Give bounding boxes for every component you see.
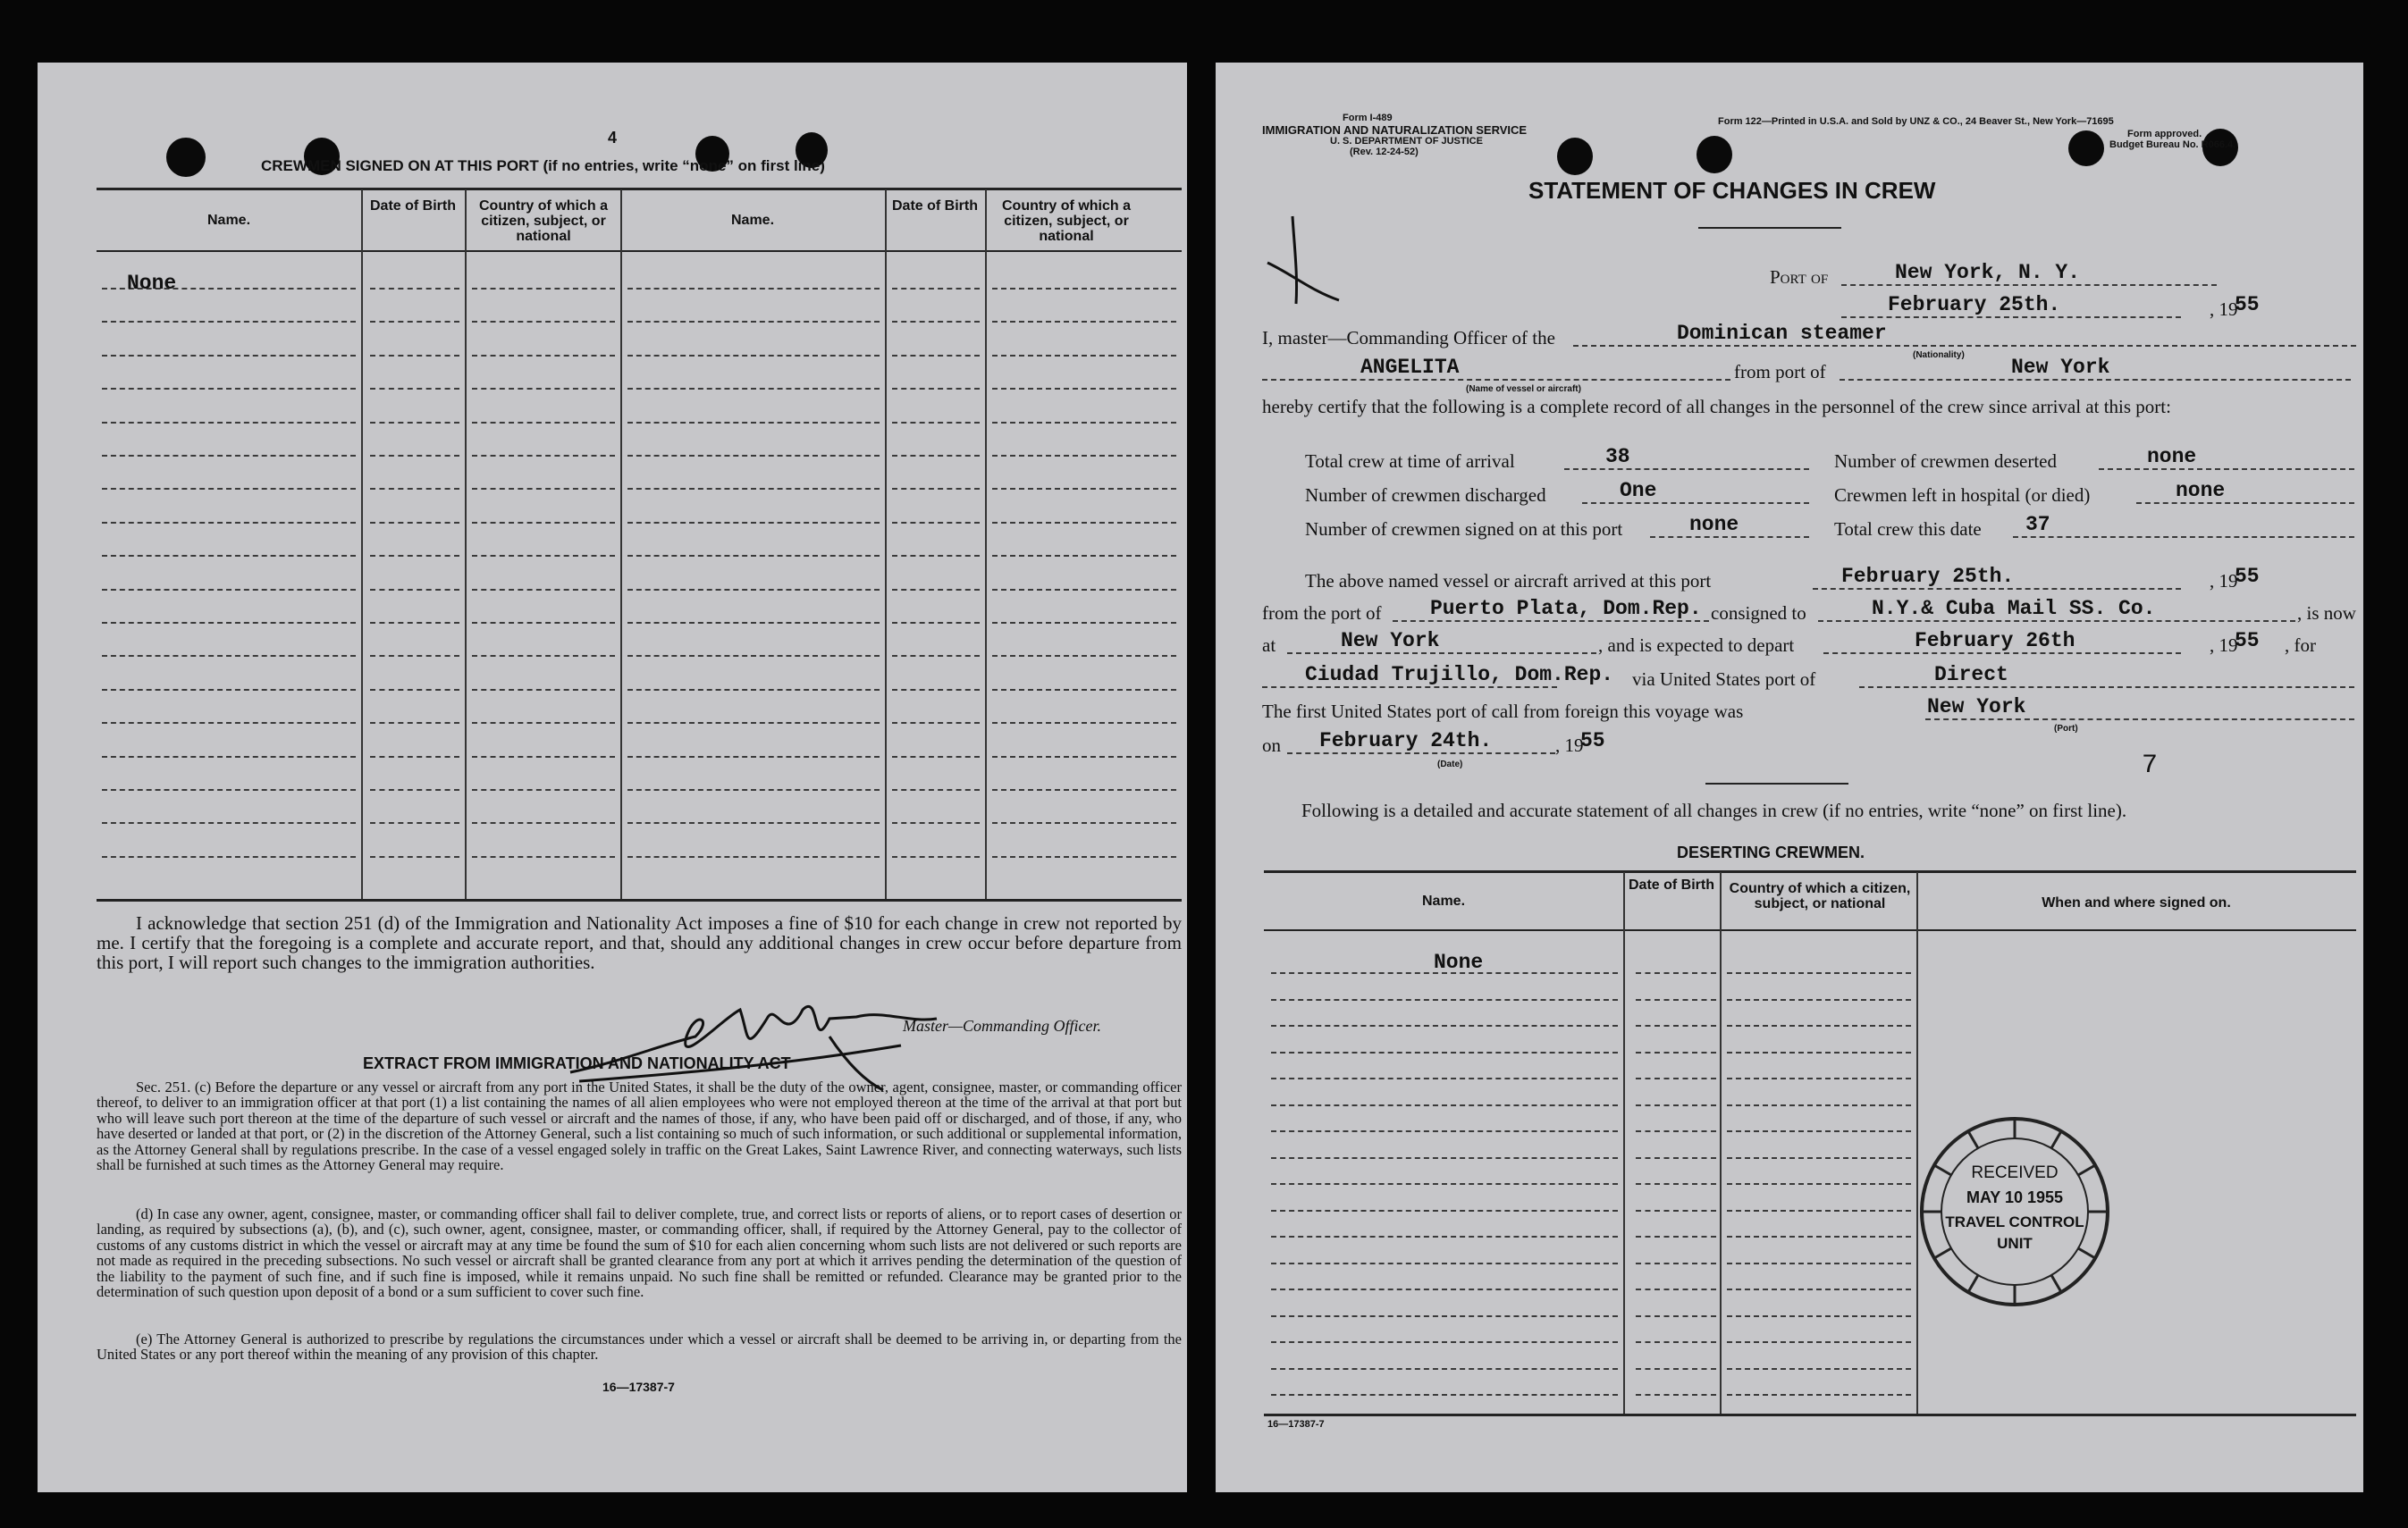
stamp-line1: TRAVEL CONTROL (1945, 1213, 2084, 1230)
table-top-rule (1264, 870, 2356, 873)
col-divider (885, 189, 887, 899)
table-rule-line (992, 722, 1176, 724)
table-bottom-rule (97, 899, 1182, 902)
table-rule-line (102, 689, 356, 691)
table-rule-line (370, 555, 459, 557)
table-rule-line (1636, 1210, 1716, 1212)
date-value: February 25th. (1888, 293, 2061, 316)
table-rule-line (992, 589, 1176, 591)
table-rule-line (892, 856, 980, 858)
table-header-rule (1264, 929, 2356, 931)
table-rule-line (627, 756, 880, 758)
table-rule-line (370, 756, 459, 758)
table-rule-line (1271, 1052, 1618, 1054)
table-rule-line (1727, 1315, 1911, 1317)
table-rule-line (472, 756, 615, 758)
table-rule-line (1727, 1052, 1911, 1054)
destination-line (1262, 686, 1557, 688)
section-251-d: (d) In case any owner, agent, consignee, master, or commanding officer shall fail to deliver complete, true, and correct lists or reports of aliens, or to report cases of desertion or landing, as required by subsections (a), (b), and (c), such owner, agent, consignee, master, or commanding officer, shall, if required by the Attorney General, pay to the collector of customs of any customs district in which the vessel or aircraft may at any time be found the sum of $10 for each alien concerning whom such lists are not delivered or such reports are not made as required in the preceding subsections. No such vessel or aircraft shall be granted clearance from any port at which it arrives pending the determination of the question of the liability to the payment of such fine, and if such fine is imposed, while it remains unpaid. No such fine shall be remitted or refunded. Clearance may be granted prior to the determination of such question upon deposit of a bond or a sum sufficient to cover such fine. (97, 1205, 1182, 1301)
via-value: Direct (1934, 663, 2008, 686)
table-rule-line (992, 689, 1176, 691)
title-underline (1698, 227, 1841, 229)
arrived-year-prefix: , 19 (2210, 570, 2238, 592)
table-rule-line (472, 422, 615, 424)
hospital-label: Crewmen left in hospital (or died) (1834, 484, 2091, 506)
table-rule-line (472, 388, 615, 390)
table-rule-line (992, 822, 1176, 824)
port-of-value: New York, N. Y. (1895, 261, 2081, 284)
total-arrival-label: Total crew at time of arrival (1305, 450, 1515, 472)
table-rule-line (992, 856, 1176, 858)
table-rule-line (992, 388, 1176, 390)
department-name: U. S. DEPARTMENT OF JUSTICE (1330, 136, 1483, 147)
deserted-line (2099, 468, 2354, 470)
received-stamp (1916, 1113, 2113, 1310)
table-rule-line (102, 622, 356, 624)
consigned-value: N.Y.& Cuba Mail SS. Co. (1872, 597, 2156, 620)
table-rule-line (1271, 1368, 1618, 1370)
from-port-of-label: from the port of (1262, 602, 1382, 624)
table-rule-line (370, 822, 459, 824)
table-rule-line (102, 822, 356, 824)
table-rule-line (370, 355, 459, 357)
table-rule-line (472, 321, 615, 323)
table-rule-line (627, 321, 880, 323)
table-rule-line (1271, 1236, 1618, 1238)
col-divider (620, 189, 622, 899)
is-now-label: , is now (2297, 602, 2356, 624)
table-rule-line (1727, 1210, 1911, 1212)
form-number: Form I-489 (1343, 113, 1393, 123)
check-mark (1264, 211, 1344, 309)
table-rule-line (627, 288, 880, 290)
col-header-name: Name. (730, 213, 775, 228)
table-rule-line (1727, 1289, 1911, 1290)
table-rule-line (1636, 1368, 1716, 1370)
total-date-value: 37 (2025, 513, 2050, 536)
col-header-signed-on: When and where signed on. (2042, 895, 2231, 911)
table-rule-line (1636, 1289, 1716, 1290)
table-rule-line (472, 555, 615, 557)
table-rule-line (1271, 1183, 1618, 1185)
budget-number: Budget Bureau No. R066.4. (2109, 139, 2236, 150)
table-rule-line (1636, 1263, 1716, 1264)
discharged-value: One (1620, 479, 1657, 502)
arrived-value: February 25th. (1841, 565, 2015, 588)
table-rule-line (1727, 1341, 1911, 1343)
depart-value: February 26th (1915, 629, 2075, 652)
total-arrival-line (1564, 468, 1809, 470)
discharged-line (1582, 502, 1809, 504)
table-rule-line (1271, 1315, 1618, 1317)
table-rule-line (102, 388, 356, 390)
at-line (1287, 652, 1596, 654)
table-rule-line (992, 555, 1176, 557)
from-port-value: New York (2011, 356, 2110, 379)
vessel-caption: (Name of vessel or aircraft) (1466, 384, 1581, 394)
table-rule-line (1636, 972, 1716, 974)
signed-on-label: Number of crewmen signed on at this port (1305, 518, 1623, 540)
table-rule-line (627, 355, 880, 357)
printer-line: Form 122—Printed in U.S.A. and Sold by UNZ & CO., 24 Beaver St., New York—71695 (1718, 116, 2114, 127)
table-rule-line (102, 789, 356, 791)
table-rule-line (627, 622, 880, 624)
table-rule-line (992, 756, 1176, 758)
budget-approval: Form approved. (2127, 129, 2202, 139)
col-header-dob: Date of Birth (1629, 877, 1714, 893)
table-rule-line (1636, 1394, 1716, 1396)
date-caption: (Date) (1437, 760, 1463, 769)
table-rule-line (992, 522, 1176, 524)
on-line (1287, 752, 1555, 754)
crew-entry-none: None (127, 272, 177, 295)
first-port-line (1925, 718, 2354, 720)
table-rule-line (472, 288, 615, 290)
col-header-dob: Date of Birth (370, 198, 456, 214)
table-rule-line (1271, 1130, 1618, 1132)
table-rule-line (892, 288, 980, 290)
table-rule-line (370, 722, 459, 724)
table-rule-line (892, 388, 980, 390)
certify-text: hereby certify that the following is a complete record of all changes in the personnel of the crew since arrival at this port: (1262, 396, 2171, 417)
stamp-received: RECEIVED (1971, 1163, 2059, 1182)
col-divider (465, 189, 467, 899)
col-divider (1720, 872, 1722, 1414)
table-rule-line (370, 589, 459, 591)
on-label: on (1262, 735, 1281, 756)
table-rule-line (627, 655, 880, 657)
table-rule-line (1636, 1315, 1716, 1317)
table-rule-line (892, 355, 980, 357)
table-rule-line (627, 722, 880, 724)
table-rule-line (472, 856, 615, 858)
table-rule-line (892, 756, 980, 758)
col-divider (1623, 872, 1625, 1414)
table-rule-line (1271, 999, 1618, 1001)
left-page (38, 63, 1187, 1492)
table-rule-line (992, 622, 1176, 624)
table-rule-line (102, 422, 356, 424)
table-rule-line (892, 422, 980, 424)
table-rule-line (102, 355, 356, 357)
depart-year: 55 (2235, 629, 2260, 652)
table-rule-line (1727, 1157, 1911, 1159)
table-rule-line (892, 622, 980, 624)
table-rule-line (1727, 1130, 1911, 1132)
table-rule-line (472, 488, 615, 490)
via-line (1859, 686, 2354, 688)
table-rule-line (1636, 1078, 1716, 1079)
table-rule-line (472, 622, 615, 624)
table-rule-line (892, 522, 980, 524)
table-rule-line (102, 655, 356, 657)
table-rule-line (1727, 1183, 1911, 1185)
signature-caption: Master—Commanding Officer. (903, 1017, 1101, 1035)
table-rule-line (370, 422, 459, 424)
table-rule-line (370, 856, 459, 858)
agency-name: IMMIGRATION AND NATURALIZATION SERVICE (1262, 123, 1528, 137)
signed-on-line (1650, 536, 1809, 538)
date-line (1841, 316, 2181, 318)
table-rule-line (992, 789, 1176, 791)
table-rule-line (1727, 1025, 1911, 1027)
col-header-dob: Date of Birth (892, 198, 978, 214)
table-rule-line (472, 722, 615, 724)
destination-value: Ciudad Trujillo, Dom.Rep. (1305, 663, 1614, 686)
table-rule-line (627, 422, 880, 424)
signed-on-value: none (1689, 513, 1739, 536)
deserting-entry-none: None (1434, 951, 1484, 974)
nationality-line (1573, 345, 2356, 347)
table-rule-line (1271, 1289, 1618, 1290)
deserted-label: Number of crewmen deserted (1834, 450, 2057, 472)
on-year-prefix: , 19 (1555, 735, 1584, 756)
table-rule-line (992, 655, 1176, 657)
table-rule-line (627, 589, 880, 591)
table-rule-line (472, 789, 615, 791)
table-rule-line (627, 455, 880, 457)
table-rule-line (370, 622, 459, 624)
table-rule-line (1727, 972, 1911, 974)
table-rule-line (627, 822, 880, 824)
port-caption: (Port) (2054, 724, 2078, 734)
table-rule-line (370, 789, 459, 791)
table-rule-line (102, 488, 356, 490)
from-port-line (1840, 379, 2351, 381)
punch-hole (2068, 130, 2104, 166)
footer-code: 16—17387-7 (602, 1380, 675, 1394)
table-rule-line (102, 555, 356, 557)
table-rule-line (1636, 1052, 1716, 1054)
table-rule-line (992, 455, 1176, 457)
table-header-rule (97, 250, 1182, 252)
table-bottom-rule (1264, 1414, 2356, 1416)
col-header-country: Country of which a citizen, subject, or national (479, 198, 608, 244)
deserting-title: DESERTING CREWMEN. (1677, 844, 1865, 861)
table-rule-line (1271, 1157, 1618, 1159)
table-rule-line (992, 321, 1176, 323)
first-port-label: The first United States port of call from foreign this voyage was (1262, 701, 1744, 722)
table-rule-line (1271, 1341, 1618, 1343)
arrived-year: 55 (2235, 565, 2260, 588)
table-rule-line (102, 856, 356, 858)
total-date-label: Total crew this date (1834, 518, 1982, 540)
table-rule-line (1727, 1236, 1911, 1238)
table-rule-line (627, 555, 880, 557)
port-of-label: Port of (1770, 266, 1829, 288)
table-rule-line (472, 522, 615, 524)
table-rule-line (1636, 1236, 1716, 1238)
table-rule-line (472, 589, 615, 591)
col-header-name: Name. (206, 213, 251, 228)
table-rule-line (1636, 1157, 1716, 1159)
table-rule-line (1636, 1183, 1716, 1185)
total-arrival-value: 38 (1605, 445, 1630, 468)
port-of-line (1841, 284, 2217, 286)
stamp-ring (1916, 1113, 2113, 1310)
table-rule-line (1271, 1263, 1618, 1264)
table-rule-line (1271, 1104, 1618, 1106)
table-rule-line (892, 589, 980, 591)
table-rule-line (627, 689, 880, 691)
table-rule-line (370, 455, 459, 457)
vessel-line (1262, 379, 1730, 381)
for-label: , for (2285, 634, 2316, 656)
nationality-value: Dominican steamer (1677, 322, 1887, 345)
section-divider (1705, 783, 1848, 785)
date-year-prefix: , 19 (2210, 298, 2238, 320)
table-rule-line (892, 455, 980, 457)
from-port-of-value: Puerto Plata, Dom.Rep. (1430, 597, 1702, 620)
col-header-name: Name. (1421, 894, 1466, 909)
table-rule-line (1636, 999, 1716, 1001)
table-rule-line (472, 689, 615, 691)
table-rule-line (370, 321, 459, 323)
table-rule-line (1727, 999, 1911, 1001)
table-rule-line (992, 288, 1176, 290)
table-rule-line (1271, 1394, 1618, 1396)
at-value: New York (1341, 629, 1440, 652)
table-rule-line (102, 589, 356, 591)
table-rule-line (370, 388, 459, 390)
table-rule-line (1727, 1104, 1911, 1106)
consigned-label: consigned to (1711, 602, 1806, 624)
vessel-name: ANGELITA (1360, 356, 1460, 379)
table-rule-line (102, 756, 356, 758)
table-rule-line (1636, 1025, 1716, 1027)
table-rule-line (1727, 1078, 1911, 1079)
table-rule-line (892, 789, 980, 791)
stamp-date: MAY 10 1955 (1966, 1188, 2064, 1206)
table-rule-line (1271, 1078, 1618, 1079)
table-rule-line (892, 321, 980, 323)
table-rule-line (370, 522, 459, 524)
table-rule-line (1636, 1130, 1716, 1132)
page-number: 4 (608, 129, 618, 147)
from-port-label: from port of (1734, 361, 1826, 382)
stamp-line2: UNIT (1997, 1235, 2033, 1252)
table-rule-line (1271, 1025, 1618, 1027)
col-header-country: Country of which a citizen, subject, or national (1729, 881, 1911, 911)
table-rule-line (992, 422, 1176, 424)
hospital-line (2136, 502, 2354, 504)
table-rule-line (1727, 1368, 1911, 1370)
table-rule-line (370, 288, 459, 290)
table-rule-line (892, 689, 980, 691)
table-rule-line (892, 722, 980, 724)
table-rule-line (1636, 1104, 1716, 1106)
table-top-rule (97, 188, 1182, 190)
table-rule-line (102, 321, 356, 323)
table-rule-line (892, 555, 980, 557)
acknowledgment-text: I acknowledge that section 251 (d) of the Immigration and Nationality Act imposes a fine of $10 for each change in crew not reported by me. I certify that the foregoing is a complete and accurate report, and that, should any additional changes in crew occur before departure from this port, I will report such changes to the immigration authorities. (97, 912, 1182, 973)
page-mark: 7 (2142, 751, 2159, 781)
table-rule-line (102, 722, 356, 724)
table-rule-line (627, 789, 880, 791)
table-rule-line (892, 822, 980, 824)
deserted-value: none (2147, 445, 2197, 468)
on-value: February 24th. (1319, 729, 1493, 752)
via-label: via United States port of (1632, 668, 1816, 690)
on-year: 55 (1580, 729, 1605, 752)
total-date-line (2013, 536, 2354, 538)
table-title: CREWMEN SIGNED ON AT THIS PORT (if no entries, write “none” on first line) (261, 157, 825, 174)
punch-hole (1557, 138, 1593, 175)
table-rule-line (102, 455, 356, 457)
col-header-country: Country of which a citizen, subject, or national (1002, 198, 1131, 244)
table-rule-line (472, 355, 615, 357)
footer-code: 16—17387-7 (1267, 1419, 1325, 1430)
depart-year-prefix: , 19 (2210, 634, 2238, 656)
table-rule-line (102, 522, 356, 524)
hospital-value: none (2176, 479, 2226, 502)
table-rule-line (370, 488, 459, 490)
col-divider (361, 189, 363, 899)
depart-line (1823, 652, 2181, 654)
table-rule-line (992, 355, 1176, 357)
table-rule-line (892, 488, 980, 490)
form-title: STATEMENT OF CHANGES IN CREW (1528, 177, 1936, 204)
master-label: I, master—Commanding Officer of the (1262, 327, 1555, 348)
punch-hole (166, 138, 206, 177)
table-rule-line (627, 856, 880, 858)
table-rule-line (992, 488, 1176, 490)
table-rule-line (627, 388, 880, 390)
section-251-c: Sec. 251. (c) Before the departure or any vessel or aircraft from any port in the United States, it shall be the duty of the owner, agent, consignee, master, or commanding officer thereof, to deliver to an immigration officer at that port (1) a list containing the names of all alien employees who were not employed thereon at the time of the arrival at that port but who will leave such port thereon at the time of the departure of such vessel or aircraft and the names of those, if any, who have been paid off or discharged, and of those, if any, who have deserted or landed at that port, or (2) in the discretion of the Attorney General, such a list containing so much of such information, or such additional or supplemental information, as the Attorney General shall by regulations prescribe. In the case of a vessel engaged solely in traffic on the Great Lakes, Saint Lawrence River, and connecting waterways, such lists shall be furnished at such times as the Attorney General may require. (97, 1079, 1182, 1174)
form-revision: (Rev. 12-24-52) (1350, 147, 1419, 157)
table-rule-line (1271, 1210, 1618, 1212)
table-rule-line (1727, 1263, 1911, 1264)
col-divider (985, 189, 987, 899)
punch-hole (1697, 136, 1732, 173)
at-label: at (1262, 634, 1276, 656)
arrived-label: The above named vessel or aircraft arrived at this port (1305, 570, 1712, 592)
following-text: Following is a detailed and accurate statement of all changes in crew (if no entries, write “none” on first line). (1301, 800, 2127, 821)
right-page (1216, 63, 2363, 1492)
table-rule-line (472, 455, 615, 457)
arrived-line (1813, 588, 2181, 590)
nationality-caption: (Nationality) (1913, 350, 1965, 360)
table-rule-line (370, 689, 459, 691)
from-port-of-line (1393, 620, 1709, 622)
first-port-value: New York (1927, 695, 2026, 718)
discharged-label: Number of crewmen discharged (1305, 484, 1546, 506)
table-rule-line (627, 522, 880, 524)
consigned-line (1818, 620, 2295, 622)
table-rule-line (627, 488, 880, 490)
table-rule-line (472, 822, 615, 824)
table-rule-line (892, 655, 980, 657)
table-rule-line (472, 655, 615, 657)
table-rule-line (1636, 1341, 1716, 1343)
extract-title: EXTRACT FROM IMMIGRATION AND NATIONALITY ACT (363, 1054, 791, 1072)
table-rule-line (370, 655, 459, 657)
section-251-e: (e) The Attorney General is authorized to prescribe by regulations the circumstances under which a vessel or aircraft shall be deemed to be arriving in, or departing from the United States or any port thereof within the meaning of any provision of this chapter. (97, 1331, 1182, 1364)
date-year: 55 (2235, 293, 2260, 316)
table-rule-line (1727, 1394, 1911, 1396)
depart-label: , and is expected to depart (1598, 634, 1795, 656)
